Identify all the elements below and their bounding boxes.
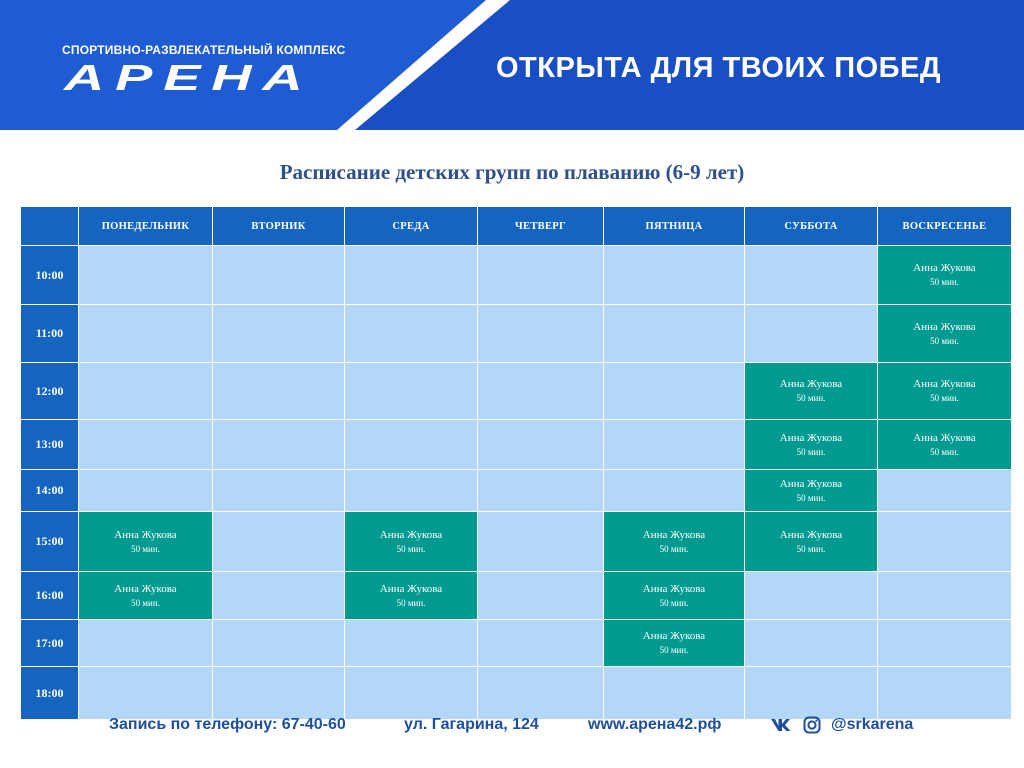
time-label: 14:00 (21, 470, 78, 511)
time-label: 12:00 (21, 363, 78, 419)
empty-slot (213, 305, 344, 362)
empty-slot (878, 512, 1011, 571)
trainer-name: Анна Жукова (379, 582, 443, 595)
empty-slot (478, 246, 603, 304)
empty-slot (213, 470, 344, 511)
trainer-name: Анна Жукова (642, 630, 706, 642)
class-duration: 50 мин. (396, 543, 426, 554)
empty-slot (345, 420, 477, 469)
empty-slot (478, 620, 603, 666)
day-header: ВТОРНИК (213, 207, 344, 245)
class-duration: 50 мин. (659, 543, 689, 554)
empty-slot (478, 305, 603, 362)
header-banner (0, 0, 1024, 130)
class-duration: 50 мин. (131, 597, 160, 608)
empty-slot (213, 512, 344, 571)
empty-slot (79, 420, 212, 469)
empty-slot (745, 667, 877, 719)
schedule-table (21, 207, 1004, 710)
empty-slot (213, 667, 344, 719)
empty-slot (79, 620, 212, 666)
class-slot (878, 363, 1011, 419)
empty-slot (478, 572, 603, 619)
time-label: 11:00 (21, 305, 78, 362)
empty-slot (604, 667, 744, 719)
empty-slot (79, 363, 212, 419)
trainer-name: Анна Жукова (114, 528, 177, 541)
trainer-name: Анна Жукова (114, 582, 177, 595)
empty-slot (213, 620, 344, 666)
empty-slot (478, 363, 603, 419)
class-slot (79, 572, 212, 619)
trainer-name: Анна Жукова (779, 431, 843, 444)
time-label: 17:00 (21, 620, 78, 666)
trainer-name: Анна Жукова (779, 528, 843, 541)
empty-slot (878, 620, 1011, 666)
trainer-name: Анна Жукова (779, 477, 843, 490)
empty-slot (345, 305, 477, 362)
trainer-name: Анна Жукова (379, 528, 443, 541)
empty-slot (604, 363, 744, 419)
empty-slot (604, 470, 744, 511)
trainer-name: Анна Жукова (913, 320, 976, 333)
footer-social (770, 716, 913, 734)
time-label: 15:00 (21, 512, 78, 571)
class-duration: 50 мин. (796, 492, 826, 503)
day-header: ПЯТНИЦА (604, 207, 744, 245)
empty-slot (345, 667, 477, 719)
day-header: ВОСКРЕСЕНЬЕ (878, 207, 1011, 245)
day-header: ЧЕТВЕРГ (478, 207, 603, 245)
empty-slot (345, 620, 477, 666)
class-slot (745, 420, 877, 469)
empty-slot (345, 470, 477, 511)
class-slot (345, 512, 477, 571)
instagram-icon (803, 716, 821, 734)
empty-slot (745, 620, 877, 666)
brand-subtitle: СПОРТИВНО-РАЗВЛЕКАТЕЛЬНЫЙ КОМПЛЕКС (62, 43, 346, 57)
empty-slot (478, 667, 603, 719)
empty-slot (79, 470, 212, 511)
class-slot (745, 512, 877, 571)
trainer-name: Анна Жукова (779, 378, 843, 390)
footer-website: www.арена42.рф (588, 716, 722, 733)
empty-slot (604, 246, 744, 304)
empty-slot (745, 572, 877, 619)
table-corner (21, 207, 78, 245)
empty-slot (745, 305, 877, 362)
class-duration: 50 мин. (659, 597, 689, 608)
class-duration: 50 мин. (396, 597, 426, 608)
class-duration: 50 мин. (930, 393, 959, 403)
footer-phone: Запись по телефону: 67-40-60 (109, 716, 346, 733)
day-header: СУББОТА (745, 207, 877, 245)
class-slot (604, 572, 744, 619)
time-label: 10:00 (21, 246, 78, 304)
footer-address: ул. Гагарина, 124 (404, 716, 539, 733)
empty-slot (478, 470, 603, 511)
brand-logo: АРЕНА (64, 57, 314, 98)
empty-slot (745, 246, 877, 304)
class-slot (745, 470, 877, 511)
slogan: ОТКРЫТА ДЛЯ ТВОИХ ПОБЕД (496, 52, 941, 84)
trainer-name: Анна Жукова (642, 528, 706, 541)
trainer-name: Анна Жукова (913, 262, 976, 274)
class-slot (878, 305, 1011, 362)
empty-slot (79, 667, 212, 719)
time-label: 16:00 (21, 572, 78, 619)
footer-social-handle: @srkarena (831, 716, 914, 733)
empty-slot (604, 305, 744, 362)
empty-slot (478, 420, 603, 469)
class-duration: 50 мин. (930, 277, 959, 287)
time-label: 13:00 (21, 420, 78, 469)
empty-slot (213, 363, 344, 419)
trainer-name: Анна Жукова (642, 582, 706, 595)
class-duration: 50 мин. (796, 393, 826, 403)
empty-slot (213, 420, 344, 469)
empty-slot (345, 246, 477, 304)
class-slot (745, 363, 877, 419)
day-header: СРЕДА (345, 207, 477, 245)
empty-slot (345, 363, 477, 419)
empty-slot (878, 572, 1011, 619)
empty-slot (79, 246, 212, 304)
class-duration: 50 мин. (659, 645, 689, 655)
class-duration: 50 мин. (930, 335, 959, 346)
empty-slot (478, 512, 603, 571)
class-slot (878, 420, 1011, 469)
class-duration: 50 мин. (796, 543, 826, 554)
day-header: ПОНЕДЕЛЬНИК (79, 207, 212, 245)
trainer-name: Анна Жукова (913, 378, 976, 390)
empty-slot (213, 572, 344, 619)
footer (0, 716, 1024, 738)
class-slot (878, 246, 1011, 304)
empty-slot (79, 305, 212, 362)
time-label: 18:00 (21, 667, 78, 719)
class-slot (604, 620, 744, 666)
class-duration: 50 мин. (131, 543, 160, 554)
class-duration: 50 мин. (930, 446, 959, 457)
empty-slot (878, 470, 1011, 511)
empty-slot (878, 667, 1011, 719)
empty-slot (604, 420, 744, 469)
empty-slot (213, 246, 344, 304)
class-duration: 50 мин. (796, 446, 826, 457)
class-slot (345, 572, 477, 619)
class-slot (604, 512, 744, 571)
trainer-name: Анна Жукова (913, 431, 976, 444)
class-slot (79, 512, 212, 571)
vk-icon (770, 718, 794, 732)
page-title: Расписание детских групп по плаванию (6-9 лет) (279, 160, 745, 184)
